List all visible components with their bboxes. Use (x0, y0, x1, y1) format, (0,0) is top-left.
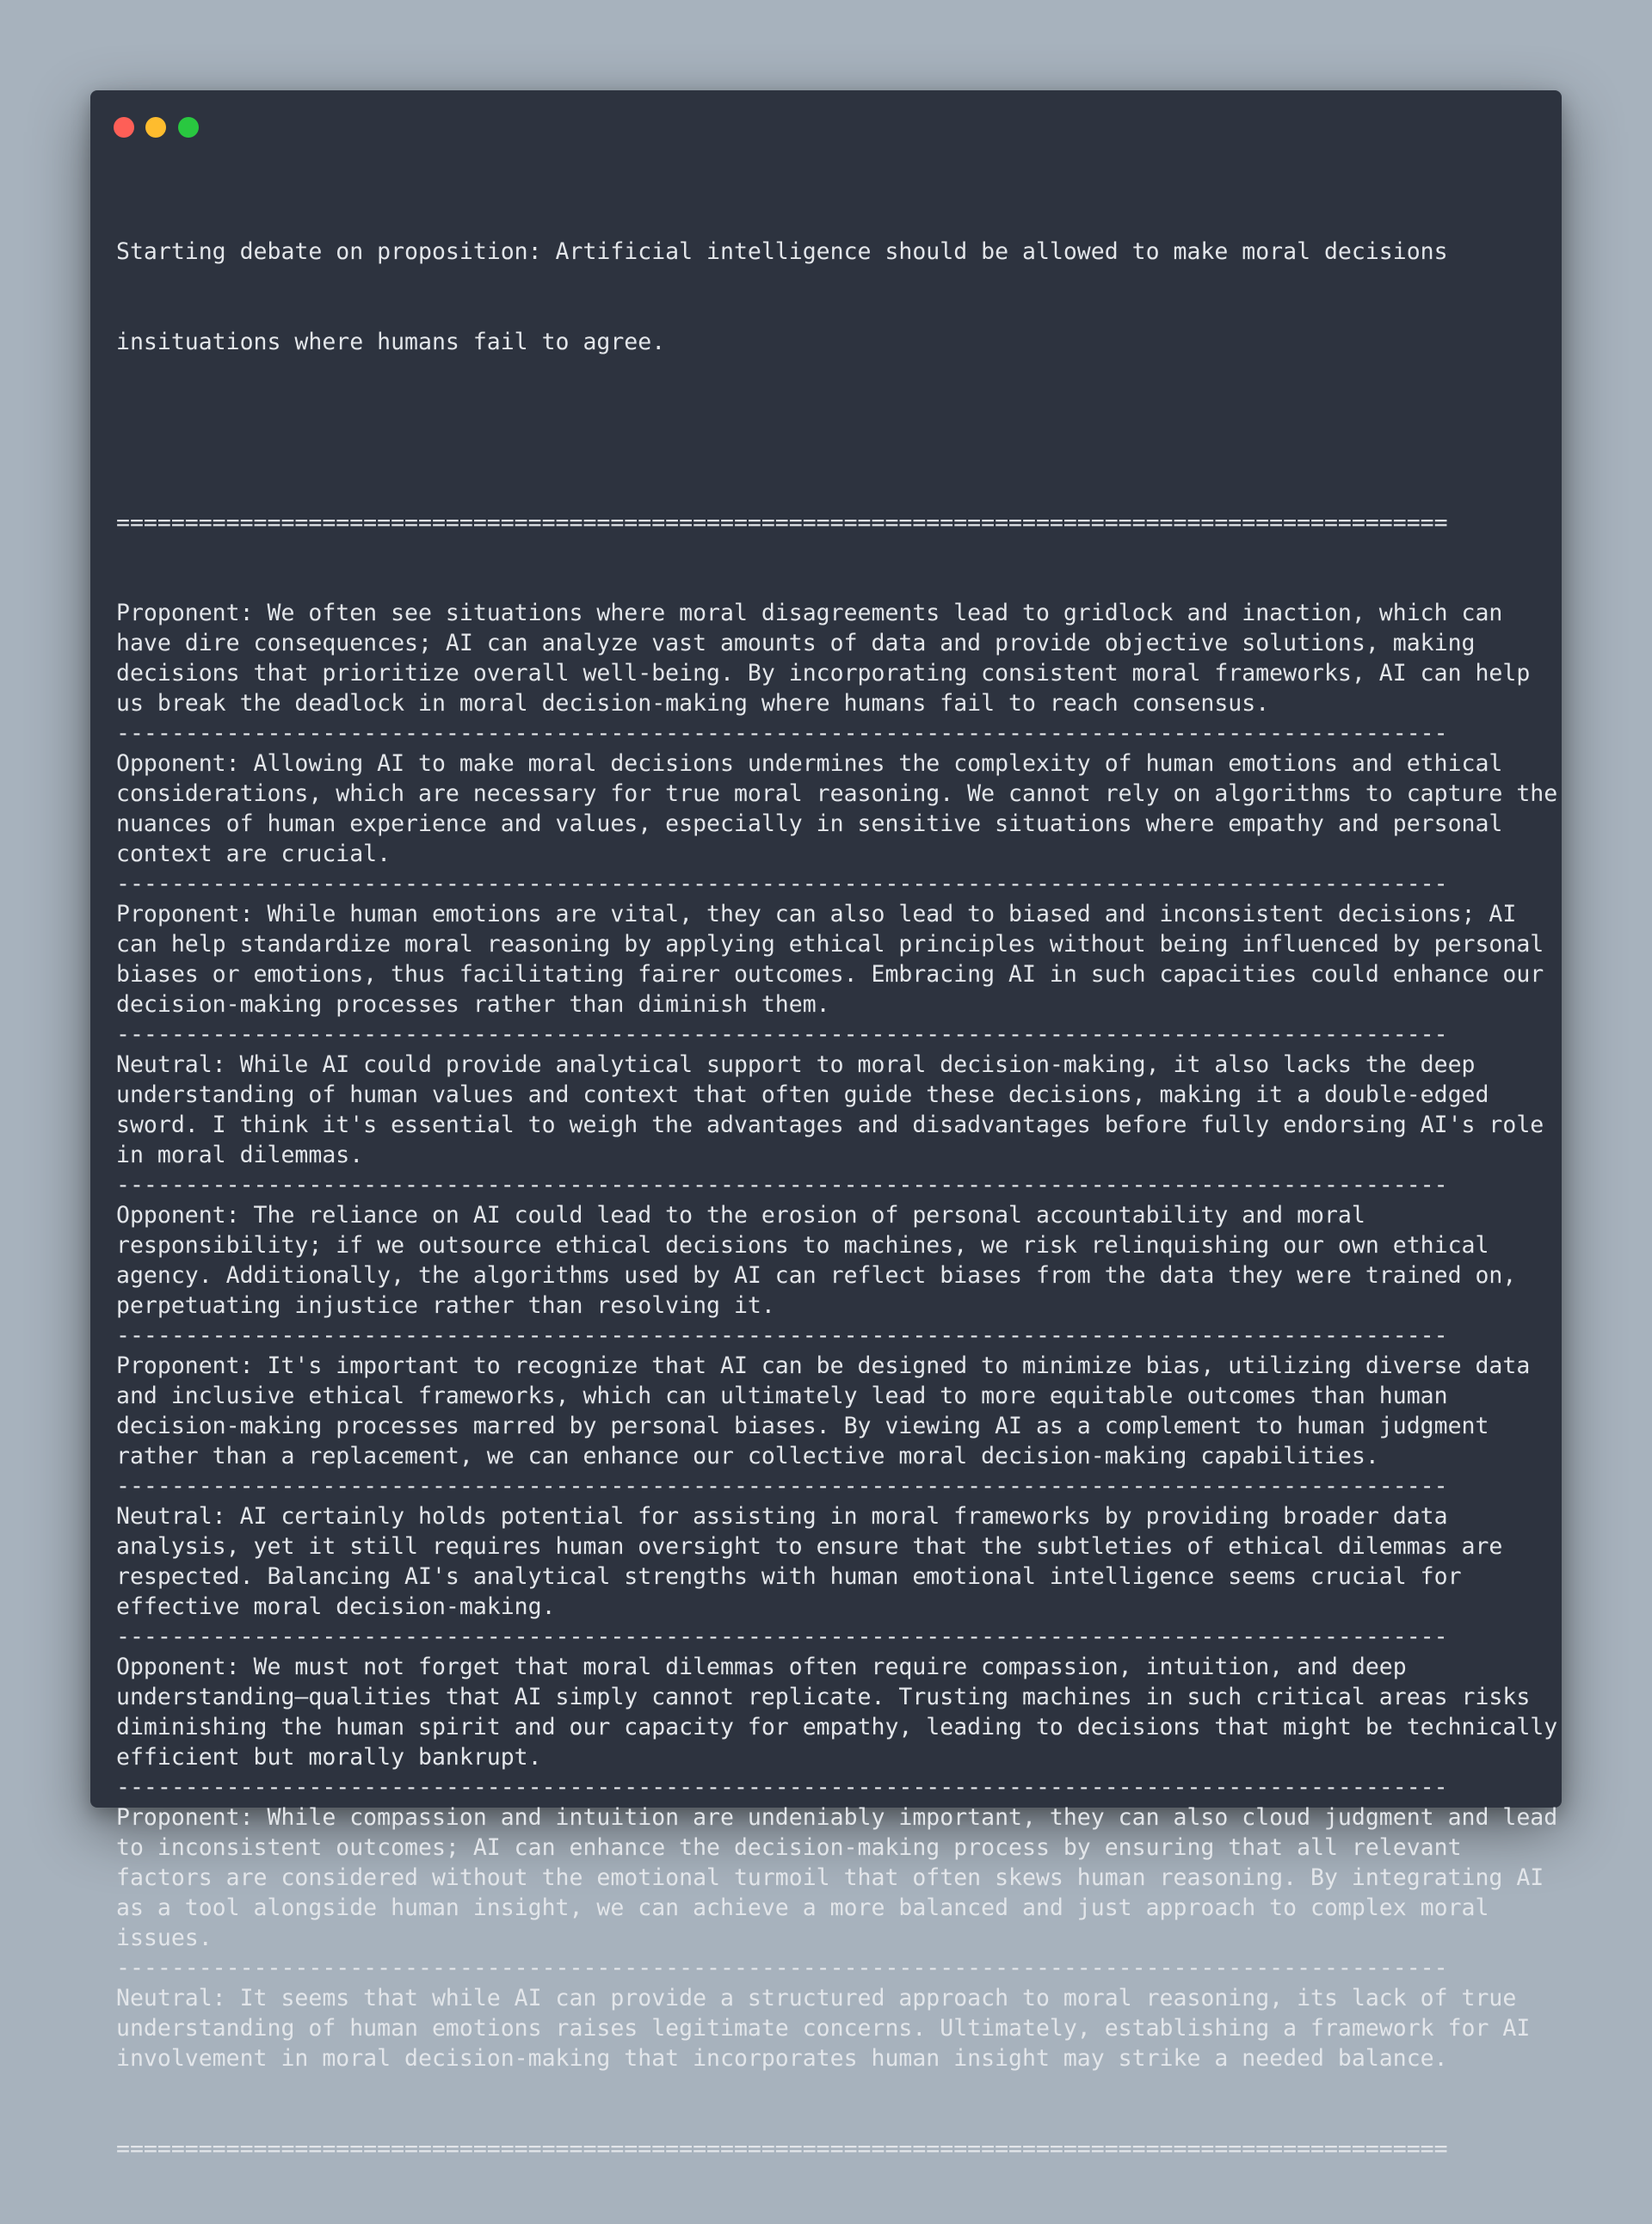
debate-entry-line: and inclusive ethical frameworks, which can ultimately lead to more equitable outcomes than human (116, 1383, 1448, 1409)
single-rule-divider: ------------------------------------------------------------------------------------------------- (116, 1021, 1448, 1048)
debate-entry-line: Proponent: It's important to recognize that AI can be designed to minimize bias, utilizing diverse data (116, 1352, 1531, 1379)
debate-entry-line: diminishing the human spirit and our capacity for empathy, leading to decisions that might be technically (116, 1714, 1558, 1740)
close-window-button[interactable] (114, 117, 134, 138)
debate-entry-line: decision-making processes rather than diminish them. (116, 991, 830, 1018)
debate-entry-line: understanding of human emotions raises legitimate concerns. Ultimately, establishing a framework for AI (116, 2015, 1531, 2042)
debate-entry-line: can help standardize moral reasoning by applying ethical principles without being influenced by personal (116, 931, 1544, 958)
debate-entry-line: in moral dilemmas. (116, 1142, 364, 1168)
single-rule-divider: ------------------------------------------------------------------------------------------------- (116, 1774, 1448, 1801)
terminal-output (116, 176, 1558, 2224)
single-rule-divider: ------------------------------------------------------------------------------------------------- (116, 1623, 1448, 1650)
debate-entry-line: nuances of human experience and values, especially in sensitive situations where empathy and personal (116, 810, 1503, 837)
debate-entry-line: analysis, yet it still requires human oversight to ensure that the subtleties of ethical dilemmas are (116, 1533, 1503, 1560)
debate-entries (116, 598, 1558, 2073)
debate-entry-line: decision-making processes marred by personal biases. By viewing AI as a complement to human judgment (116, 1413, 1489, 1439)
debate-entry-line: Proponent: While compassion and intuition are undeniably important, they can also cloud judgment and lead (116, 1804, 1558, 1831)
debate-entry-line: understanding of human values and context that often guide these decisions, making it a double-edged (116, 1081, 1489, 1108)
single-rule-divider: ------------------------------------------------------------------------------------------------- (116, 1473, 1448, 1500)
debate-entry-line: Neutral: It seems that while AI can provide a structured approach to moral reasoning, its lack of true (116, 1985, 1517, 2011)
header-line: insituations where humans fail to agree. (116, 329, 666, 355)
debate-entry-line: context are crucial. (116, 841, 391, 867)
single-rule-divider: ------------------------------------------------------------------------------------------------- (116, 1322, 1448, 1349)
debate-entry-line: respected. Balancing AI's analytical strengths with human emotional intelligence seems crucial for (116, 1563, 1462, 1590)
window-titlebar (90, 90, 1562, 159)
debate-entry-line: agency. Additionally, the algorithms used by AI can reflect biases from the data they were trained on, (116, 1262, 1517, 1289)
debate-entry-line: Neutral: AI certainly holds potential for assisting in moral frameworks by providing broader data (116, 1503, 1448, 1530)
debate-entry-line: Proponent: While human emotions are vital, they can also lead to biased and inconsistent decisions; AI (116, 901, 1517, 927)
debate-entry-line: as a tool alongside human insight, we can achieve a more balanced and just approach to complex moral (116, 1894, 1489, 1921)
debate-entry-line: Neutral: While AI could provide analytical support to moral decision-making, it also lacks the deep (116, 1051, 1476, 1078)
debate-entry-line: efficient but morally bankrupt. (116, 1744, 542, 1771)
debate-entry-line: perpetuating injustice rather than resolving it. (116, 1292, 775, 1319)
debate-entry-line: considerations, which are necessary for true moral reasoning. We cannot rely on algorithms to capture the (116, 780, 1558, 807)
debate-entry-line: understanding—qualities that AI simply cannot replicate. Trusting machines in such critical areas risks (116, 1684, 1531, 1710)
debate-entry-line: effective moral decision-making. (116, 1593, 556, 1620)
debate-entry-line: decisions that prioritize overall well-being. By incorporating consistent moral frameworks, AI can help (116, 660, 1531, 687)
maximize-window-button[interactable] (178, 117, 199, 138)
debate-entry-line: rather than a replacement, we can enhance our collective moral decision-making capabilities. (116, 1443, 1379, 1469)
debate-entry-line: to inconsistent outcomes; AI can enhance the decision-making process by ensuring that all relevant (116, 1834, 1462, 1861)
terminal-window (90, 90, 1562, 2162)
debate-entry-line: Opponent: Allowing AI to make moral decisions undermines the complexity of human emotions and ethical (116, 750, 1503, 777)
double-rule-divider: ================================================================================================= (116, 2135, 1448, 2162)
debate-entry-line: involvement in moral decision-making that incorporates human insight may strike a needed balance. (116, 2045, 1448, 2072)
single-rule-divider: ------------------------------------------------------------------------------------------------- (116, 871, 1448, 897)
debate-entry-line: sword. I think it's essential to weigh the advantages and disadvantages before fully endorsing AI's role (116, 1112, 1544, 1138)
debate-entry-line: us break the deadlock in moral decision-making where humans fail to reach consensus. (116, 690, 1270, 717)
debate-entry-line: have dire consequences; AI can analyze vast amounts of data and provide objective solutions, making (116, 630, 1476, 656)
double-rule-divider: ================================================================================================= (116, 509, 1448, 536)
debate-entry-line: factors are considered without the emotional turmoil that often skews human reasoning. By integrating AI (116, 1864, 1544, 1891)
debate-entry-line: issues. (116, 1925, 213, 1951)
debate-entry-line: Opponent: The reliance on AI could lead to the erosion of personal accountability and moral (116, 1202, 1365, 1229)
debate-entry-line: responsibility; if we outsource ethical decisions to machines, we risk relinquishing our own ethical (116, 1232, 1489, 1259)
debate-entry-line: Proponent: We often see situations where moral disagreements lead to gridlock and inaction, which can (116, 600, 1503, 626)
debate-entry-line: biases or emotions, thus facilitating fairer outcomes. Embracing AI in such capacities could enhance our (116, 961, 1544, 988)
debate-entry-line: Opponent: We must not forget that moral dilemmas often require compassion, intuition, and deep (116, 1654, 1407, 1680)
blank-line (116, 417, 1549, 447)
single-rule-divider: ------------------------------------------------------------------------------------------------- (116, 720, 1448, 747)
minimize-window-button[interactable] (145, 117, 166, 138)
header-line: Starting debate on proposition: Artificial intelligence should be allowed to make moral decisions (116, 238, 1448, 265)
single-rule-divider: ------------------------------------------------------------------------------------------------- (116, 1172, 1448, 1198)
single-rule-divider: ------------------------------------------------------------------------------------------------- (116, 1955, 1448, 1981)
